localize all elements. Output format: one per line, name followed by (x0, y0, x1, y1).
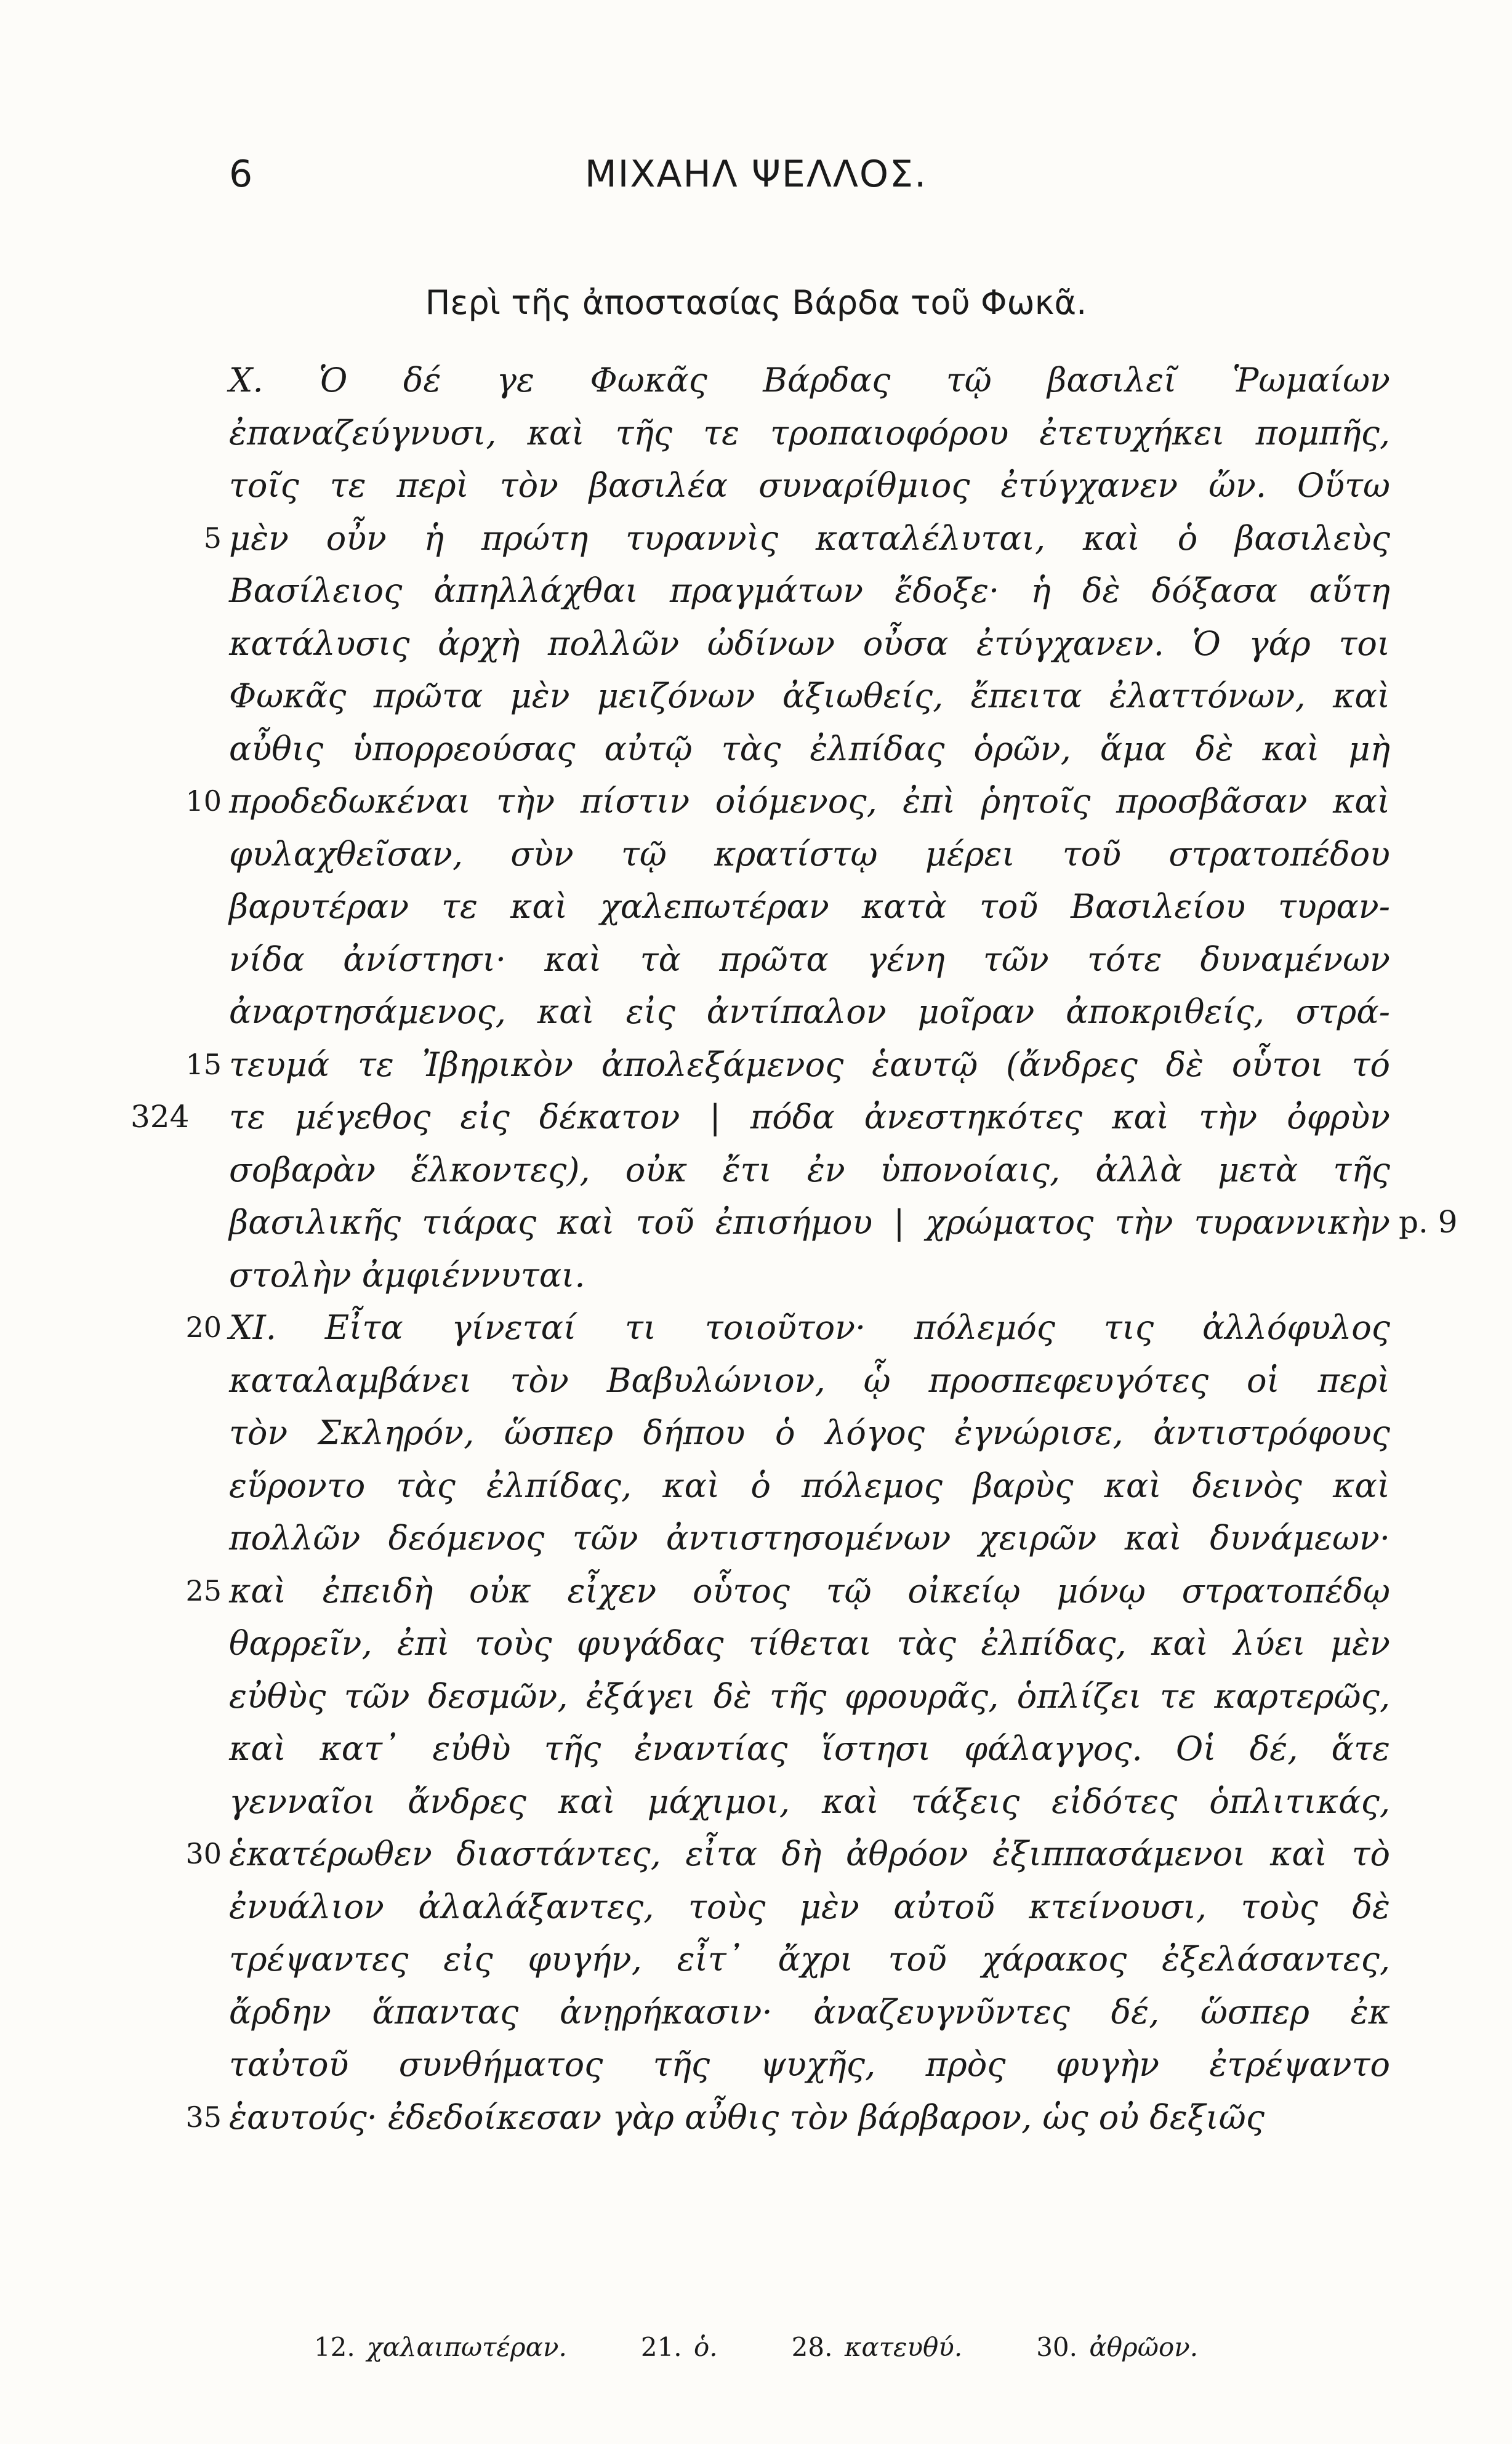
text-line (229, 1722, 1390, 1775)
footnote (792, 2332, 963, 2362)
page-number: 6 (229, 153, 253, 196)
text-line (229, 1144, 1390, 1197)
line-text: θαρρεῖν, ἐπὶ τοὺς φυγάδας τίθεται τὰς ἐλπίδας, καὶ λύει μὲν (229, 1624, 1390, 1663)
text-line (229, 1670, 1390, 1723)
line-number: 15 (185, 1047, 222, 1081)
line-text: καὶ ἐπειδὴ οὐκ εἶχεν οὗτος τῷ οἰκείῳ μόνῳ στρατοπέδῳ (229, 1571, 1390, 1610)
line-number: 35 (185, 2100, 222, 2134)
text-line (229, 354, 1390, 407)
text-line (229, 1249, 1390, 1302)
text-line (229, 933, 1390, 986)
line-text: τευμά τε Ἰβηρικὸν ἀπολεξάμενος ἑαυτῷ (ἄνδρες δὲ οὗτοι τό (229, 1045, 1390, 1084)
line-text: στολὴν ἀμφιέννυται. (229, 1255, 585, 1295)
line-text: πολλῶν δεόμενος τῶν ἀντιστησομένων χειρῶν καὶ δυνάμεων· (229, 1519, 1390, 1558)
text-line (229, 1775, 1390, 1828)
text-line (229, 1617, 1390, 1670)
line-text: ἀναρτησάμενος, καὶ εἰς ἀντίπαλον μοῖραν ἀποκριθείς, στρά- (229, 992, 1390, 1031)
line-text: ἄρδην ἅπαντας ἀνῃρήκασιν· ἀναζευγνῦντες δέ, ὥσπερ ἐκ (229, 1992, 1390, 2032)
text-line (229, 670, 1390, 723)
line-number: 30 (185, 1837, 222, 1870)
text-line (185, 1565, 1390, 1618)
line-number: 25 (185, 1574, 222, 1607)
text-line (185, 2091, 1390, 2144)
footnote (1036, 2332, 1198, 2362)
line-text: ἐπαναζεύγνυσι, καὶ τῆς τε τροπαιοφόρου ἐτετυχήκει πομπῆς, (229, 413, 1390, 452)
line-text: βαρυτέραν τε καὶ χαλεπωτέραν κατὰ τοῦ Βασιλείου τυραν- (229, 887, 1390, 926)
text-line (229, 2038, 1390, 2091)
line-text: Φωκᾶς πρῶτα μὲν μειζόνων ἀξιωθείς, ἔπειτα ἐλαττόνων, καὶ (229, 677, 1390, 715)
footnotes (0, 2332, 1512, 2362)
text-line (229, 1354, 1390, 1407)
text-line (229, 565, 1390, 617)
line-text: εὕροντο τὰς ἐλπίδας, καὶ ὁ πόλεμος βαρὺς καὶ δεινὸς καὶ (229, 1466, 1390, 1505)
footnote-text: ἀθρῶον. (1089, 2332, 1199, 2362)
text-line (229, 407, 1390, 460)
text-line (229, 459, 1390, 512)
footnote (314, 2332, 567, 2362)
section-title: Περὶ τῆς ἀποστασίας Βάρδα τοῦ Φωκᾶ. (425, 283, 1087, 322)
line-text: ἑκατέρωθεν διαστάντες, εἶτα δὴ ἀθρόον ἐξιππασάμενοι καὶ τὸ (229, 1835, 1390, 1873)
footnote-text: ὁ. (694, 2332, 718, 2362)
line-text: τε μέγεθος εἰς δέκατον | πόδα ἀνεστηκότες καὶ τὴν ὀφρὺν (229, 1098, 1390, 1136)
line-text: σοβαρὰν ἕλκοντες), οὐκ ἔτι ἐν ὑπονοίαις, ἀλλὰ μετὰ τῆς (229, 1150, 1390, 1189)
footnote-text: χαλαιπωτέραν. (367, 2332, 567, 2362)
footnote (641, 2332, 718, 2362)
line-text: τὸν Σκληρόν, ὥσπερ δήπου ὁ λόγος ἐγνώρισε, ἀντιστρόφους (229, 1413, 1390, 1452)
body-text (131, 354, 1458, 2144)
text-line (229, 617, 1390, 670)
running-head: ΜΙΧΑΗΛ ΨΕΛΛΟΣ. (584, 153, 928, 196)
footnote-number: 28. (791, 2332, 833, 2362)
line-text: ταὐτοῦ συνθήματος τῆς ψυχῆς, πρὸς φυγὴν ἐτρέψαντο (229, 2045, 1390, 2084)
text-line (229, 1881, 1390, 1934)
text-line (229, 1986, 1390, 2039)
text-line (229, 986, 1390, 1039)
text-line (185, 1039, 1390, 1091)
line-text: τρέψαντες εἰς φυγήν, εἶτ᾽ ἄχρι τοῦ χάρακος ἐξελάσαντες, (229, 1940, 1390, 1979)
line-text: ἑαυτούς· ἐδεδοίκεσαν γὰρ αὖθις τὸν βάρβαρον, ὡς οὐ δεξιῶς (229, 2097, 1265, 2137)
line-text: μὲν οὖν ἡ πρώτη τυραννὶς καταλέλυται, καὶ ὁ βασιλεὺς (229, 518, 1390, 558)
margin-page-ref-right: p. 9 (1399, 1204, 1458, 1240)
text-line (229, 828, 1390, 881)
line-text: τοῖς τε περὶ τὸν βασιλέα συναρίθμιος ἐτύγχανεν ὤν. Οὕτω (229, 466, 1390, 505)
text-line (229, 1512, 1390, 1565)
line-text: νίδα ἀνίστησι· καὶ τὰ πρῶτα γένη τῶν τότε δυναμένων (229, 939, 1390, 979)
footnote-number: 21. (640, 2332, 682, 2362)
line-text: φυλαχθεῖσαν, σὺν τῷ κρατίστῳ μέρει τοῦ στρατοπέδου (229, 834, 1390, 874)
text-line (229, 880, 1390, 933)
line-number: 20 (185, 1311, 222, 1344)
line-text: καταλαμβάνει τὸν Βαβυλώνιον, ᾧ προσπεφευγότες οἱ περὶ (229, 1361, 1390, 1400)
line-text: X. Ὁ δέ γε Φωκᾶς Βάρδας τῷ βασιλεῖ Ῥωμαίων (229, 361, 1390, 400)
margin-page-ref-left: 324 (131, 1099, 190, 1135)
text-line (229, 723, 1390, 776)
line-text: βασιλικῆς τιάρας καὶ τοῦ ἐπισήμου | χρώματος τὴν τυραννικὴν (229, 1203, 1390, 1242)
text-line (229, 1407, 1390, 1460)
line-text: προδεδωκέναι τὴν πίστιν οἰόμενος, ἐπὶ ῥητοῖς προσβᾶσαν καὶ (229, 782, 1390, 821)
line-text: αὖθις ὑπορρεούσας αὐτῷ τὰς ἐλπίδας ὁρῶν, ἅμα δὲ καὶ μὴ (229, 729, 1390, 768)
line-text: γενναῖοι ἄνδρες καὶ μάχιμοι, καὶ τάξεις εἰδότες ὁπλιτικάς, (229, 1782, 1390, 1821)
footnote-number: 12. (313, 2332, 355, 2362)
text-line (185, 775, 1390, 828)
text-line (229, 1460, 1390, 1513)
text-line (229, 1196, 1458, 1249)
footnote-text: κατευθύ. (844, 2332, 963, 2362)
line-text: καὶ κατ᾽ εὐθὺ τῆς ἐναντίας ἵστησι φάλαγγος. Οἱ δέ, ἅτε (229, 1729, 1390, 1768)
line-number: 5 (203, 521, 222, 555)
line-text: Βασίλειος ἀπηλλάχθαι πραγμάτων ἔδοξε· ἡ δὲ δόξασα αὕτη (229, 571, 1390, 610)
text-line (185, 1828, 1390, 1881)
line-text: XI. Εἶτα γίνεταί τι τοιοῦτον· πόλεμός τις ἀλλόφυλος (229, 1308, 1390, 1347)
line-number: 10 (185, 784, 222, 818)
text-line (185, 1301, 1390, 1354)
line-text: κατάλυσις ἀρχὴ πολλῶν ὠδίνων οὖσα ἐτύγχανεν. Ὁ γάρ τοι (229, 624, 1390, 663)
line-text: ἐνυάλιον ἀλαλάξαντες, τοὺς μὲν αὐτοῦ κτείνουσι, τοὺς δὲ (229, 1887, 1390, 1926)
footnote-number: 30. (1036, 2332, 1077, 2362)
text-line (229, 1933, 1390, 1986)
text-line (203, 512, 1390, 565)
text-line (131, 1091, 1390, 1144)
line-text: εὐθὺς τῶν δεσμῶν, ἐξάγει δὲ τῆς φρουρᾶς, ὁπλίζει τε καρτερῶς, (229, 1676, 1390, 1716)
